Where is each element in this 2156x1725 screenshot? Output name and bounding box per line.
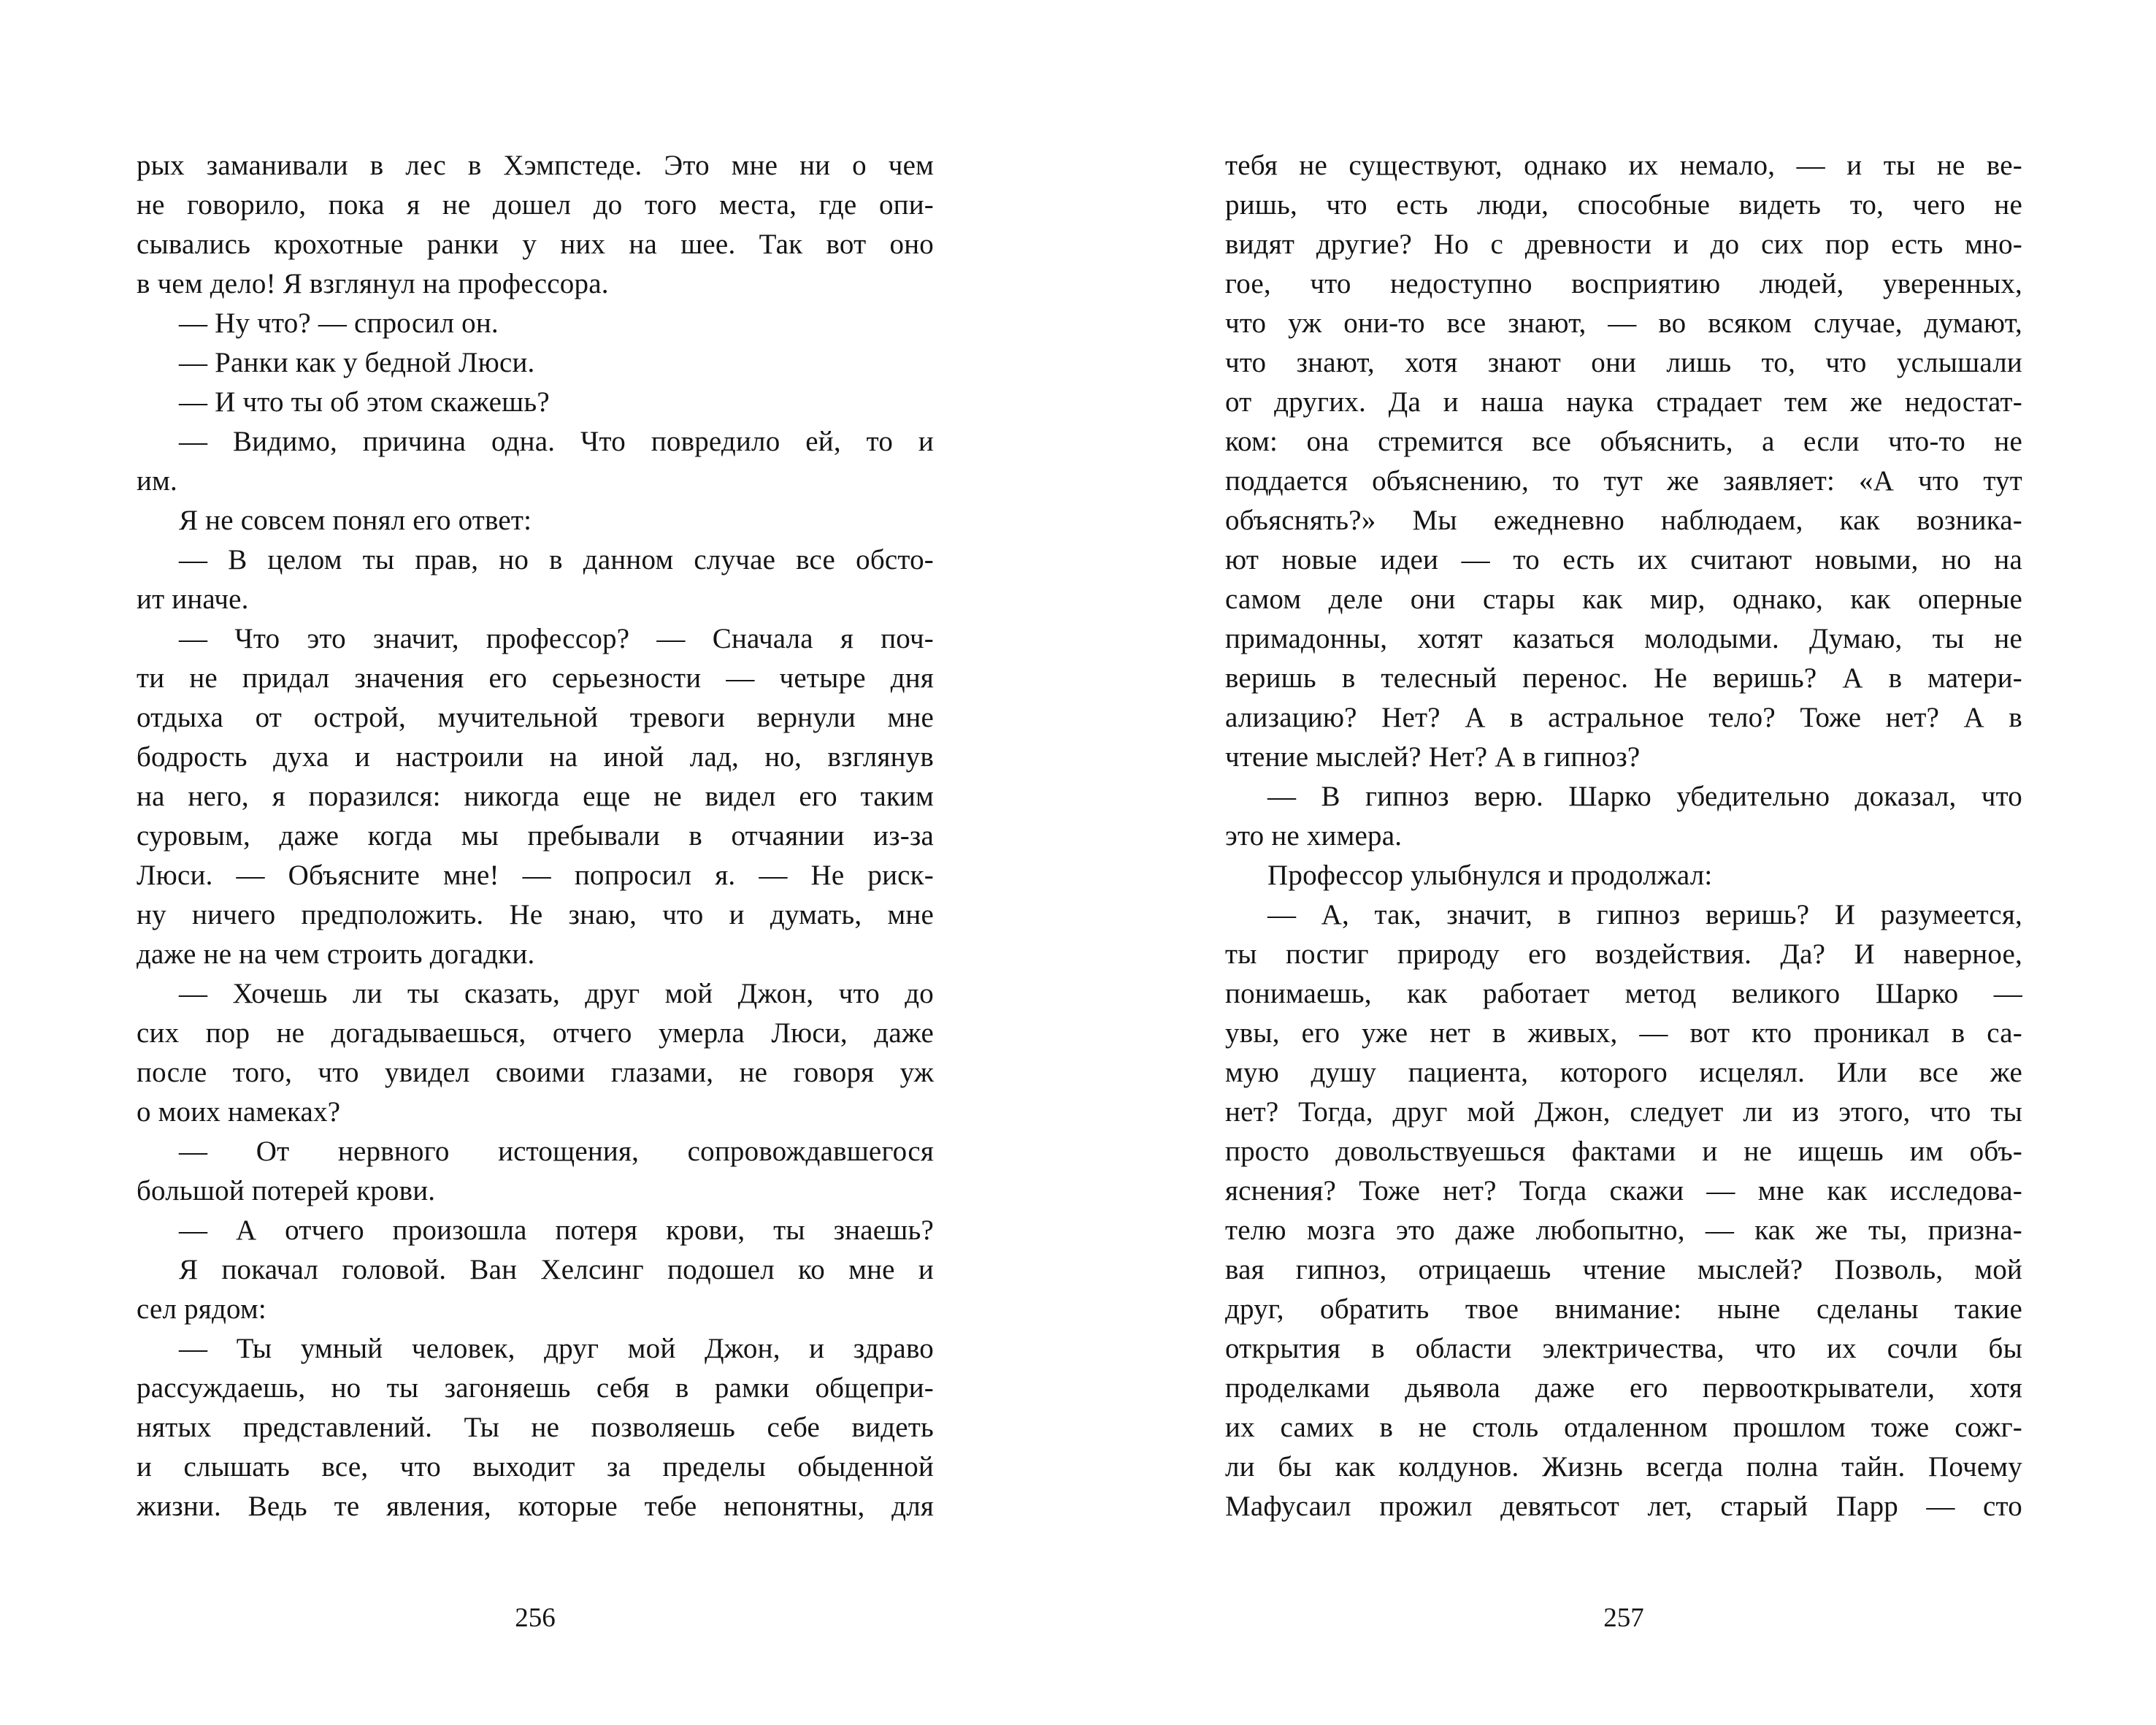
text-line: — В гипноз верю. Шарко убедительно доказал, что	[1267, 781, 2022, 812]
text-line: — А, так, значит, в гипноз веришь? И разумеется,	[1267, 899, 2022, 930]
text-line: в чем дело! Я взглянул на профессора.	[137, 268, 609, 299]
text-line: сывались крохотные ранки у них на шее. Так вот оно	[137, 229, 934, 260]
text-line: — Что это значит, профессор? — Сначала я поч-	[179, 623, 934, 654]
text-line: примадонны, хотят казаться молодыми. Думаю, ты не	[1225, 623, 2022, 654]
text-line: — Ты умный человек, друг мой Джон, и здраво	[179, 1333, 934, 1364]
text-line: поддается объяснению, то тут же заявляет: «А что тут	[1225, 465, 2022, 497]
page-right-text-column	[1225, 146, 2022, 1526]
text-line: нет? Тогда, друг мой Джон, следует ли из этого, что ты	[1225, 1096, 2022, 1128]
text-line: ришь, что есть люди, способные видеть то, чего не	[1225, 189, 2022, 221]
text-line: — Хочешь ли ты сказать, друг мой Джон, что до	[179, 978, 934, 1009]
text-line: Я покачал головой. Ван Хелсинг подошел ко мне и	[179, 1254, 934, 1285]
text-line: — В целом ты прав, но в данном случае все обсто-	[179, 544, 934, 575]
text-line: это не химера.	[1225, 820, 1403, 852]
text-line: ит иначе.	[137, 584, 249, 615]
text-line: ти не придал значения его серьезности — четыре дня	[137, 662, 934, 694]
text-line: — Ранки как у бедной Люси.	[179, 347, 535, 378]
text-line: суровым, даже когда мы пребывали в отчаянии из-за	[137, 820, 934, 852]
text-line: ну ничего предположить. Не знаю, что и думать, мне	[137, 899, 934, 930]
text-line: Люси. — Объясните мне! — попросил я. — Не риск-	[137, 860, 934, 891]
text-line: ты постиг природу его воздействия. Да? И наверное,	[1225, 938, 2022, 970]
page-left-number: 256	[515, 1603, 556, 1633]
text-line: сих пор не догадываешься, отчего умерла Люси, даже	[137, 1017, 934, 1049]
text-line: веришь в телесный перенос. Не веришь? А в матери-	[1225, 662, 2022, 694]
text-line: чтение мыслей? Нет? А в гипноз?	[1225, 741, 1641, 773]
text-line: о моих намеках?	[137, 1096, 341, 1128]
text-line: ализацию? Нет? А в астральное тело? Тоже нет? А в	[1225, 702, 2022, 733]
text-line: проделками дьявола даже его первооткрыватели, хотя	[1225, 1372, 2022, 1404]
text-line: яснения? Тоже нет? Тогда скажи — мне как исследова-	[1225, 1175, 2022, 1206]
page-left-text-column	[137, 146, 934, 1526]
text-line: рых заманивали в лес в Хэмпстеде. Это мне ни о чем	[137, 150, 934, 181]
text-line: на него, я поразился: никогда еще не видел его таким	[137, 781, 934, 812]
text-line: — А отчего произошла потеря крови, ты знаешь?	[179, 1215, 934, 1246]
text-line: друг, обратить твое внимание: ныне сделаны такие	[1225, 1293, 2022, 1325]
text-line: телю мозга это даже любопытно, — как же ты, призна-	[1225, 1215, 2022, 1246]
text-line: понимаешь, как работает метод великого Шарко —	[1225, 978, 2022, 1009]
text-line: объяснять?» Мы ежедневно наблюдаем, как возника-	[1225, 505, 2022, 536]
text-line: тебя не существуют, однако их немало, — и ты не ве-	[1225, 150, 2022, 181]
text-line: что уж они-то все знают, — во всяком случае, думают,	[1225, 307, 2022, 339]
text-line: увы, его уже нет в живых, — вот кто проникал в са-	[1225, 1017, 2022, 1049]
text-line: нятых представлений. Ты не позволяешь себе видеть	[137, 1412, 934, 1443]
text-line: — От нервного истощения, сопровождавшегося	[179, 1136, 934, 1167]
text-line: — Ну что? — спросил он.	[179, 307, 499, 339]
text-line: бодрость духа и настроили на иной лад, но, взглянув	[137, 741, 934, 773]
text-line: гое, что недоступно восприятию людей, уверенных,	[1225, 268, 2022, 299]
text-line: отдыха от острой, мучительной тревоги вернули мне	[137, 702, 934, 733]
text-line: им.	[137, 465, 177, 497]
text-line: сел рядом:	[137, 1293, 266, 1325]
text-line: самом деле они стары как мир, однако, как оперные	[1225, 584, 2022, 615]
text-line: Я не совсем понял его ответ:	[179, 505, 532, 536]
text-line: от других. Да и наша наука страдает тем же недостат-	[1225, 386, 2022, 418]
text-line: ком: она стремится все объяснить, а если что-то не	[1225, 426, 2022, 457]
text-line: не говорило, пока я не дошел до того места, где опи-	[137, 189, 934, 221]
text-line: их самих в не столь отдаленном прошлом тоже сожг-	[1225, 1412, 2022, 1443]
text-line: открытия в области электричества, что их сочли бы	[1225, 1333, 2022, 1364]
text-line: Мафусаил прожил девятьсот лет, старый Парр — сто	[1225, 1491, 2022, 1522]
text-line: вая гипноз, отрицаешь чтение мыслей? Позволь, мой	[1225, 1254, 2022, 1285]
text-line: просто довольствуешься фактами и не ищешь им объ-	[1225, 1136, 2022, 1167]
text-line: и слышать все, что выходит за пределы обыденной	[137, 1451, 934, 1483]
text-line: большой потерей крови.	[137, 1175, 436, 1206]
text-line: даже не на чем строить догадки.	[137, 938, 535, 970]
page-right-number: 257	[1603, 1603, 1644, 1633]
text-line: видят другие? Но с древности и до сих пор есть мно-	[1225, 229, 2022, 260]
text-line: — И что ты об этом скажешь?	[179, 386, 550, 418]
text-line: рассуждаешь, но ты загоняешь себя в рамки общепри-	[137, 1372, 934, 1404]
text-line: жизни. Ведь те явления, которые тебе непонятны, для	[137, 1491, 934, 1522]
text-line: Профессор улыбнулся и продолжал:	[1267, 860, 1713, 891]
text-line: — Видимо, причина одна. Что повредило ей, то и	[179, 426, 934, 457]
text-line: что знают, хотя знают они лишь то, что услышали	[1225, 347, 2022, 378]
text-line: мую душу пациента, которого исцелял. Или все же	[1225, 1057, 2022, 1088]
text-line: после того, что увидел своими глазами, не говоря уж	[137, 1057, 934, 1088]
text-line: ли бы как колдунов. Жизнь всегда полна тайн. Почему	[1225, 1451, 2022, 1483]
text-line: ют новые идеи — то есть их считают новыми, но на	[1225, 544, 2022, 575]
